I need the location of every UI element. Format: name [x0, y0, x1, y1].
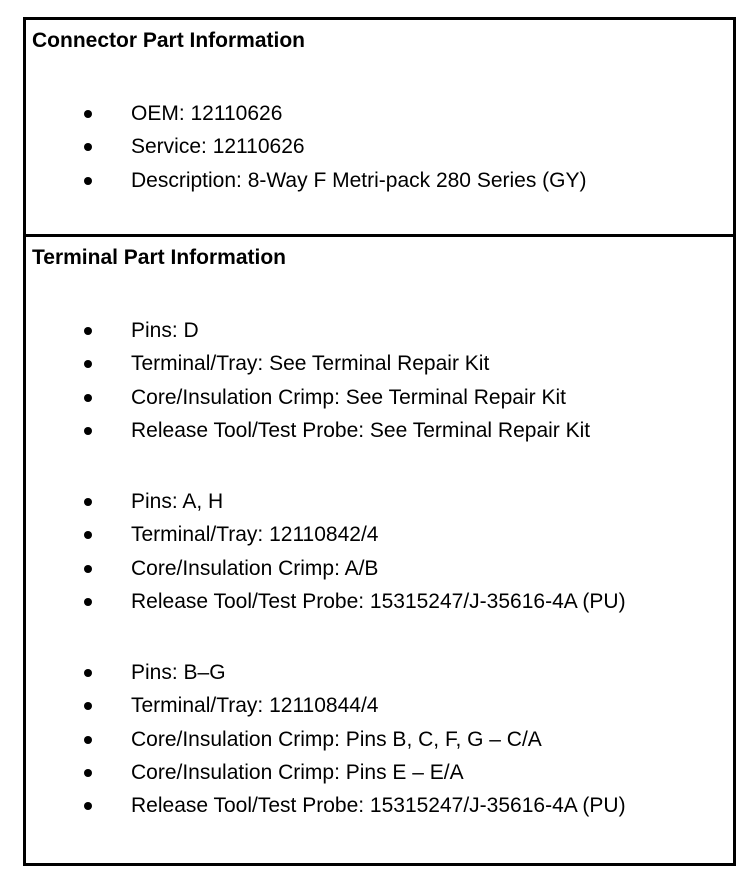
bullet-icon — [84, 143, 92, 151]
terminal-part-heading: Terminal Part Information — [32, 246, 286, 269]
connector-part-section: Connector Part Information OEM: 12110626 Service: 12110626 Description: 8-Way F Metri-pack 280 Series (GY) — [26, 20, 733, 237]
bullet-icon — [84, 531, 92, 539]
bullet-icon — [84, 598, 92, 606]
terminal-part-section: Terminal Part Information Pins: D Terminal/Tray: See Terminal Repair Kit Core/Insulation Crimp: See Terminal Repair Kit Release Tool/Test Probe: See Terminal Repair Kit Pins: A, H Terminal/Tray: 12110842/4 Core/Insulation Crimp: A/B Release Tool/Test Probe: 15315247/J-35616-4A (PU) Pins: B–G Terminal/Tray: 12110844/4 Core/Insulation Crimp: Pins B, C, F, G – C/A Core/Insulation Crimp: Pins E – E/A Release Tool/Test Probe: 15315247/J-35616-4A (PU) — [32, 246, 626, 818]
bullet-icon — [84, 565, 92, 573]
bullet-icon — [84, 110, 92, 118]
bullet-icon — [84, 394, 92, 402]
bullet-icon — [84, 327, 92, 335]
bullet-icon — [84, 669, 92, 677]
bullet-icon — [84, 360, 92, 368]
bullet-icon — [84, 177, 92, 185]
bullet-icon — [84, 427, 92, 435]
bullet-icon — [84, 736, 92, 744]
connector-part-heading: Connector Part Information — [32, 29, 306, 52]
bullet-icon — [84, 802, 92, 810]
bullet-icon — [84, 498, 92, 506]
bullet-icon — [84, 769, 92, 777]
bullet-icon — [84, 702, 92, 710]
connector-terminal-info-table — [23, 17, 736, 866]
